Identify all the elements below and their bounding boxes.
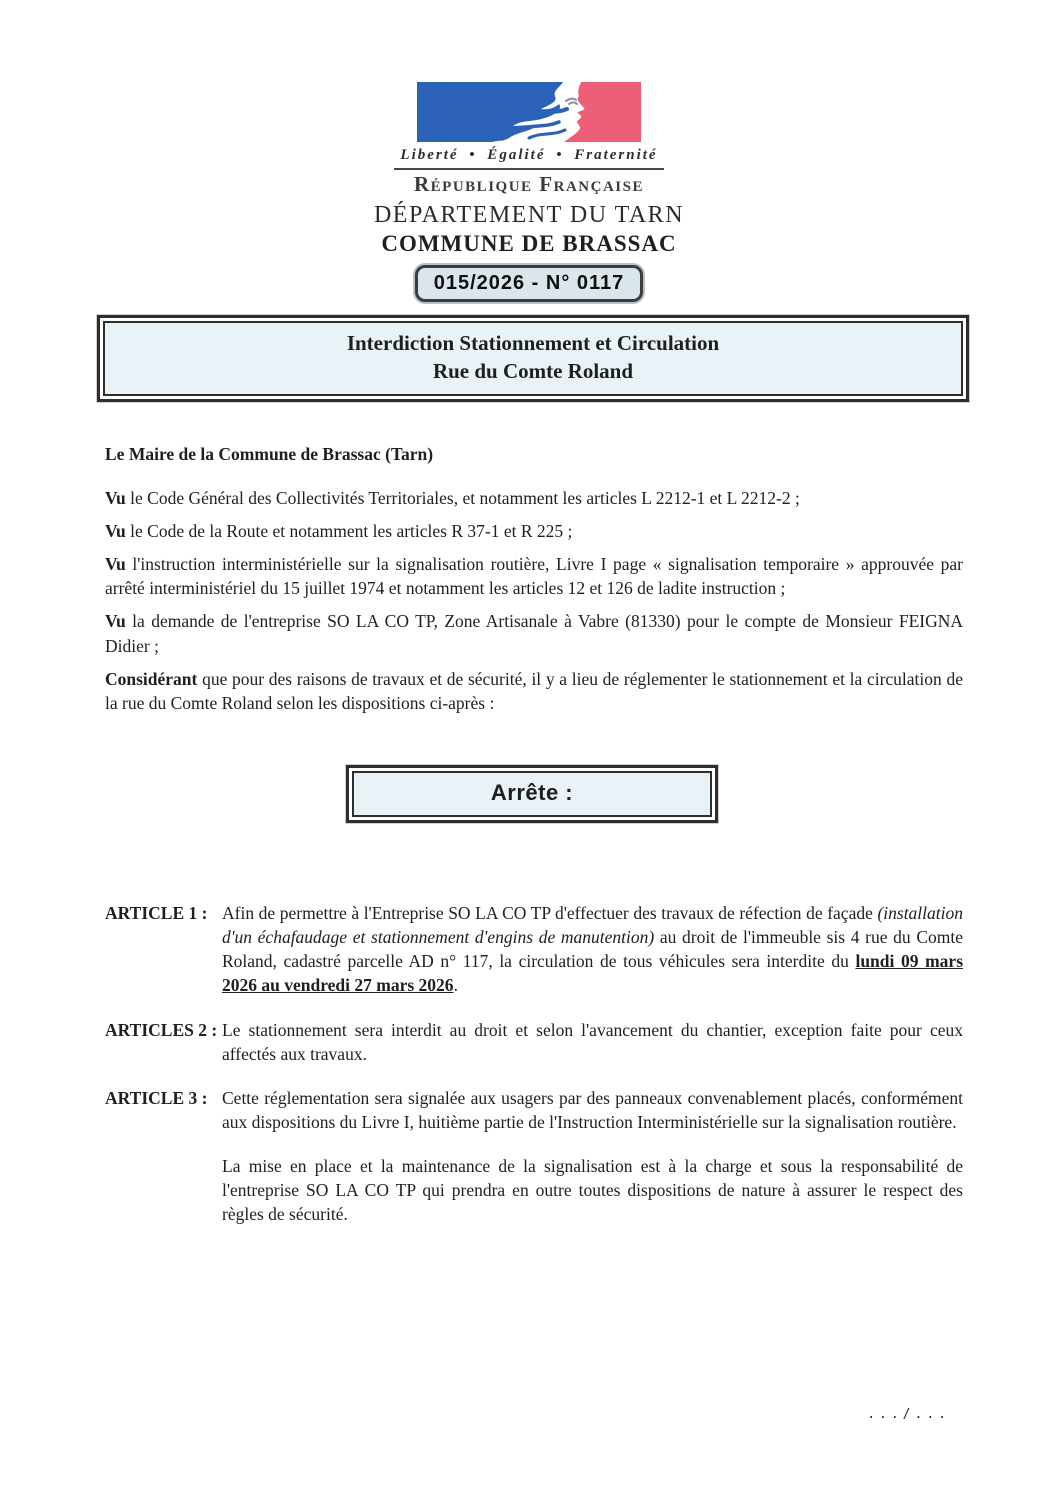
republic-name: République Française bbox=[414, 172, 644, 196]
article-2-label: ARTICLES 2 : bbox=[105, 1019, 218, 1040]
recital-considerant: Considérant que pour des raisons de travaux et de sécurité, il y a lieu de réglementer le stationnement et la circulation de la rue du Comte Roland selon les dispositions ci-après : bbox=[105, 668, 963, 713]
article-3-continuation-text: La mise en place et la maintenance de la signalisation est à la charge et sous la responsabilité de l'entreprise SO LA CO TP qui prendra en outre toutes dispositions de nature à assurer le respect des règles de sécurité. bbox=[222, 1156, 963, 1225]
article-3-continuation bbox=[105, 1154, 963, 1226]
preamble-section bbox=[105, 442, 963, 715]
article-1-text: Afin de permettre à l'Entreprise SO LA CO TP d'effectuer des travaux de réfection de façade (installation d'un échafaudage et stationnement d'engins de manutention) au droit de l'immeuble sis 4 rue du Comte Roland, cadastré parcelle AD n° 117, la circulation de tous véhicules sera interdite du lundi 09 mars 2026 au vendredi 27 mars 2026. bbox=[222, 902, 964, 996]
document-header bbox=[0, 0, 1058, 302]
mayor-heading: Le Maire de la Commune de Brassac (Tarn) bbox=[105, 443, 434, 464]
article-2 bbox=[105, 1018, 963, 1066]
article-3-continuation-label bbox=[105, 1154, 222, 1226]
article-1 bbox=[105, 901, 963, 998]
title-line-1: Interdiction Stationnement et Circulation bbox=[346, 331, 720, 355]
article-3 bbox=[105, 1086, 963, 1134]
title-line-2: Rue du Comte Roland bbox=[432, 359, 634, 384]
recital-vu-instruction: Vu l'instruction interministérielle sur la signalisation routière, Livre I page « signalisation temporaire » approuvée par arrêté interministériel du 15 juillet 1974 et notamment les articles 12 et 126 de ladite instruction ; bbox=[105, 554, 963, 599]
article-3-text: Cette réglementation sera signalée aux usagers par des panneaux convenablement placés, conformément aux dispositions du Livre I, huitième partie de l'Instruction Interministérielle sur la signalisation routière. bbox=[222, 1087, 963, 1132]
marianne-icon bbox=[417, 82, 641, 142]
arrete-box bbox=[346, 765, 718, 823]
recital-vu-demande: Vu la demande de l'entreprise SO LA CO TP, Zone Artisanale à Vabre (81330) pour le compte de Monsieur FEIGNA Didier ; bbox=[105, 611, 963, 656]
page-continuation-mark: .../... bbox=[867, 1407, 950, 1422]
arrete-heading: Arrête : bbox=[352, 771, 712, 817]
decree-number-badge: 015/2026 - N° 0117 bbox=[415, 265, 644, 302]
recital-vu-code-route: Vu le Code de la Route et notamment les articles R 37-1 et R 225 ; bbox=[105, 520, 573, 541]
commune-name: COMMUNE DE BRASSAC bbox=[381, 231, 677, 256]
department-name: DÉPARTEMENT DU TARN bbox=[373, 202, 685, 228]
motto-line: Liberté • Égalité • Fraternité bbox=[394, 147, 663, 170]
title-box bbox=[97, 315, 969, 402]
articles-section bbox=[105, 901, 963, 1227]
article-1-label: ARTICLE 1 : bbox=[105, 902, 208, 923]
title-box-inner bbox=[103, 321, 963, 396]
article-3-label: ARTICLE 3 : bbox=[105, 1087, 208, 1108]
recital-vu-code-collectivites: Vu le Code Général des Collectivités Territoriales, et notamment les articles L 2212-1 et L 2212-2 ; bbox=[105, 487, 800, 508]
article-2-text: Le stationnement sera interdit au droit et selon l'avancement du chantier, exception faite pour ceux affectés aux travaux. bbox=[222, 1019, 963, 1064]
republique-francaise-logo bbox=[417, 82, 641, 142]
